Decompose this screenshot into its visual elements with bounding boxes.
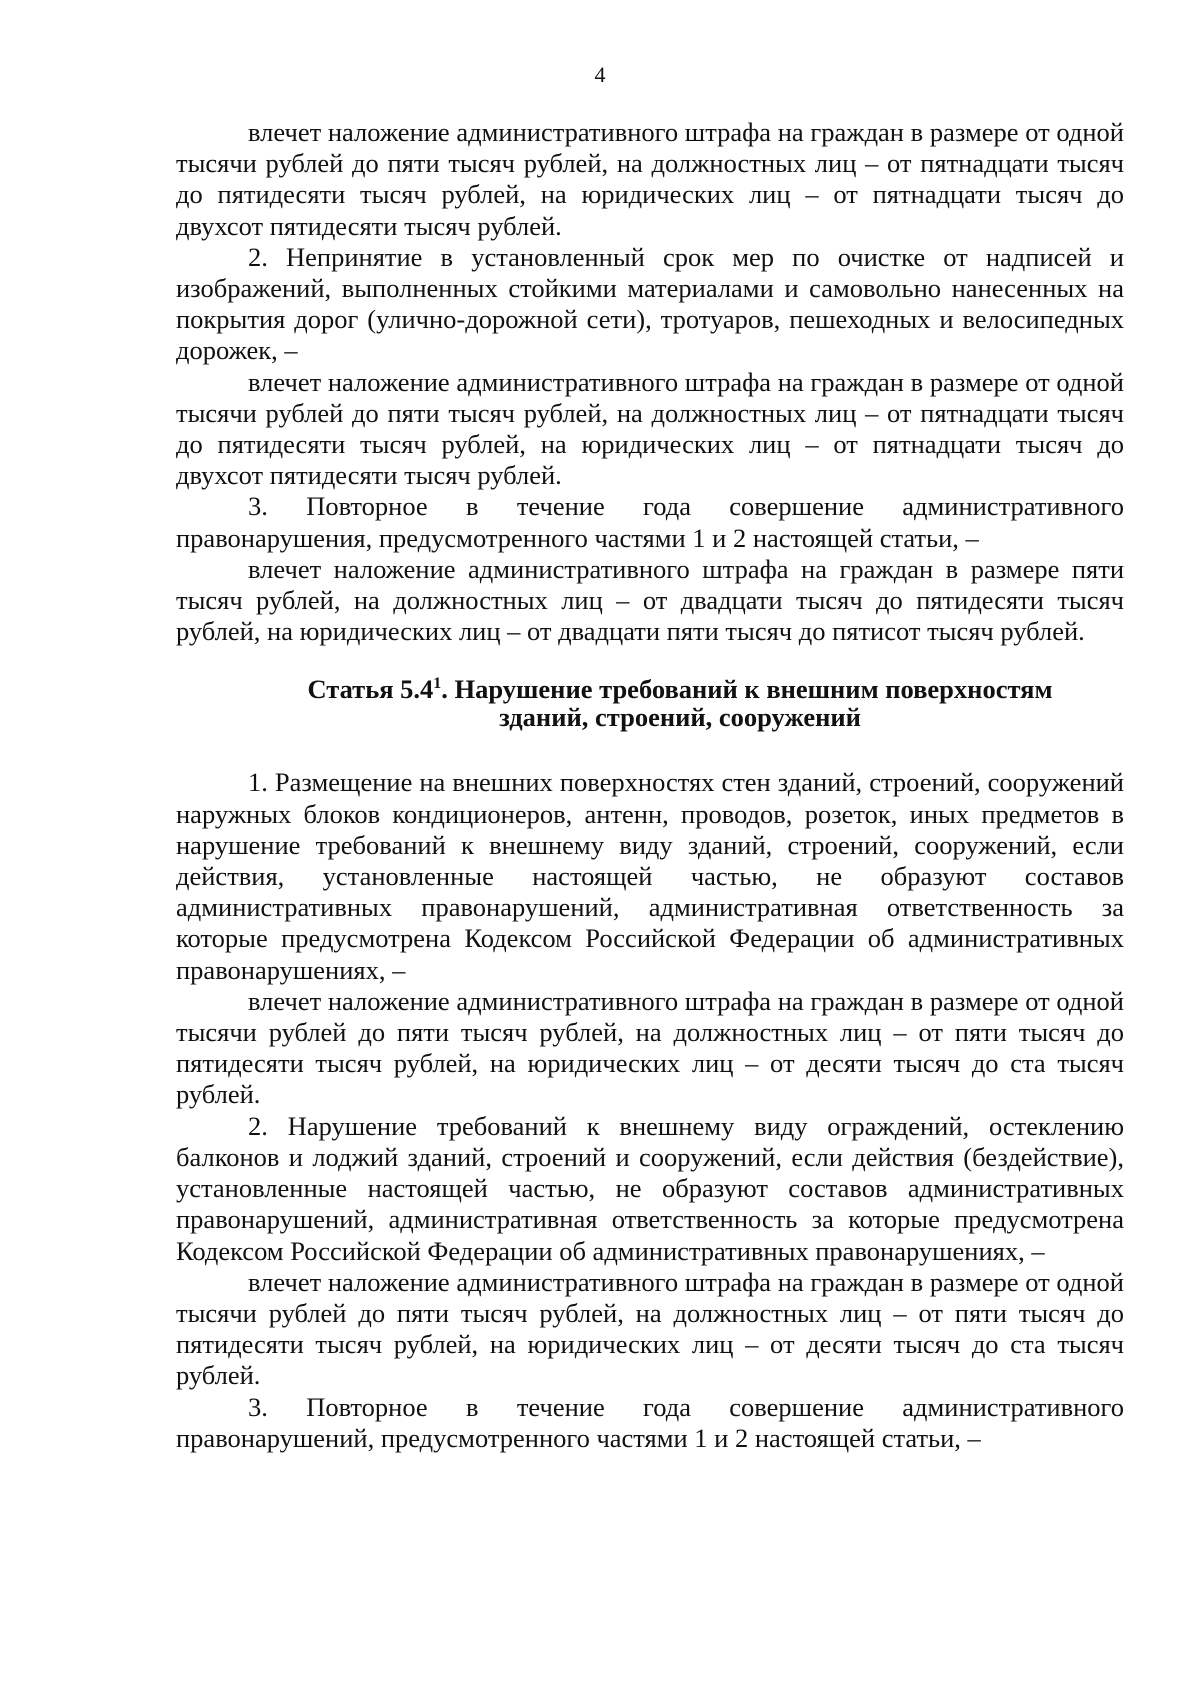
- paragraph: влечет наложение административного штрафа на граждан в размере от одной тысячи рублей до пяти тысяч рублей, на должностных лиц – от пятнадцати тысяч до пятидесяти тысяч рублей, на юридических лиц – от пятнадцати тысяч до двухсот пятидесяти тысяч рублей.: [176, 366, 1124, 491]
- paragraph: 3. Повторное в течение года совершение административного правонарушений, предусмотренного частями 1 и 2 настоящей статьи, –: [176, 1391, 1124, 1453]
- article-title-line-2: зданий, строений, сооружений: [499, 702, 861, 733]
- paragraph: 2. Нарушение требований к внешнему виду ограждений, остеклению балконов и лоджий зданий, строений и сооружений, если действия (бездействие), установленные настоящей частью, не образуют составов административных правонарушений, административная ответственность за которые предусмотрена Кодексом Российской Федерации об административных правонарушениях, –: [176, 1110, 1124, 1266]
- paragraph: 3. Повторное в течение года совершение административного правонарушения, предусмотренного частями 1 и 2 настоящей статьи, –: [176, 491, 1124, 553]
- page-number: 4: [594, 62, 606, 87]
- paragraph: 1. Размещение на внешних поверхностях стен зданий, строений, сооружений наружных блоков кондиционеров, антенн, проводов, розеток, иных предметов в нарушение требований к внешнему виду зданий, строений, сооружений, если действия, установленные настоящей частью, не образуют составов административных правонарушений, административная ответственность за которые предусмотрена Кодексом Российской Федерации об административных правонарушениях, –: [176, 767, 1124, 985]
- article-heading: [176, 675, 1124, 731]
- paragraph: влечет наложение административного штрафа на граждан в размере от одной тысячи рублей до пяти тысяч рублей, на должностных лиц – от пятнадцати тысяч до пятидесяти тысяч рублей, на юридических лиц – от пятнадцати тысяч до двухсот пятидесяти тысяч рублей.: [176, 117, 1124, 241]
- article-prefix: Статья 5.4: [307, 674, 434, 705]
- paragraph: 2. Непринятие в установленный срок мер по очистке от надписей и изображений, выполненных стойкими материалами и самовольно нанесенных на покрытия дорог (улично-дорожной сети), тротуаров, пешеходных и велосипедных дорожек, –: [176, 241, 1124, 366]
- paragraph: влечет наложение административного штрафа на граждан в размере от одной тысячи рублей до пяти тысяч рублей, на должностных лиц – от пяти тысяч до пятидесяти тысяч рублей, на юридических лиц – от десяти тысяч до ста тысяч рублей.: [176, 1266, 1124, 1391]
- paragraph: влечет наложение административного штрафа на граждан в размере пяти тысяч рублей, на должностных лиц – от двадцати тысяч до пятидесяти тысяч рублей, на юридических лиц – от двадцати пяти тысяч до пятисот тысяч рублей.: [176, 553, 1124, 647]
- paragraph: влечет наложение административного штрафа на граждан в размере от одной тысячи рублей до пяти тысяч рублей, на должностных лиц – от пяти тысяч до пятидесяти тысяч рублей, на юридических лиц – от десяти тысяч до ста тысяч рублей.: [176, 985, 1124, 1110]
- article-superscript: 1: [433, 675, 442, 693]
- document-body: [176, 117, 1124, 1454]
- article-heading-line-1: [236, 675, 1124, 703]
- article-title-line-1: . Нарушение требований к внешним поверхностям: [441, 674, 1053, 705]
